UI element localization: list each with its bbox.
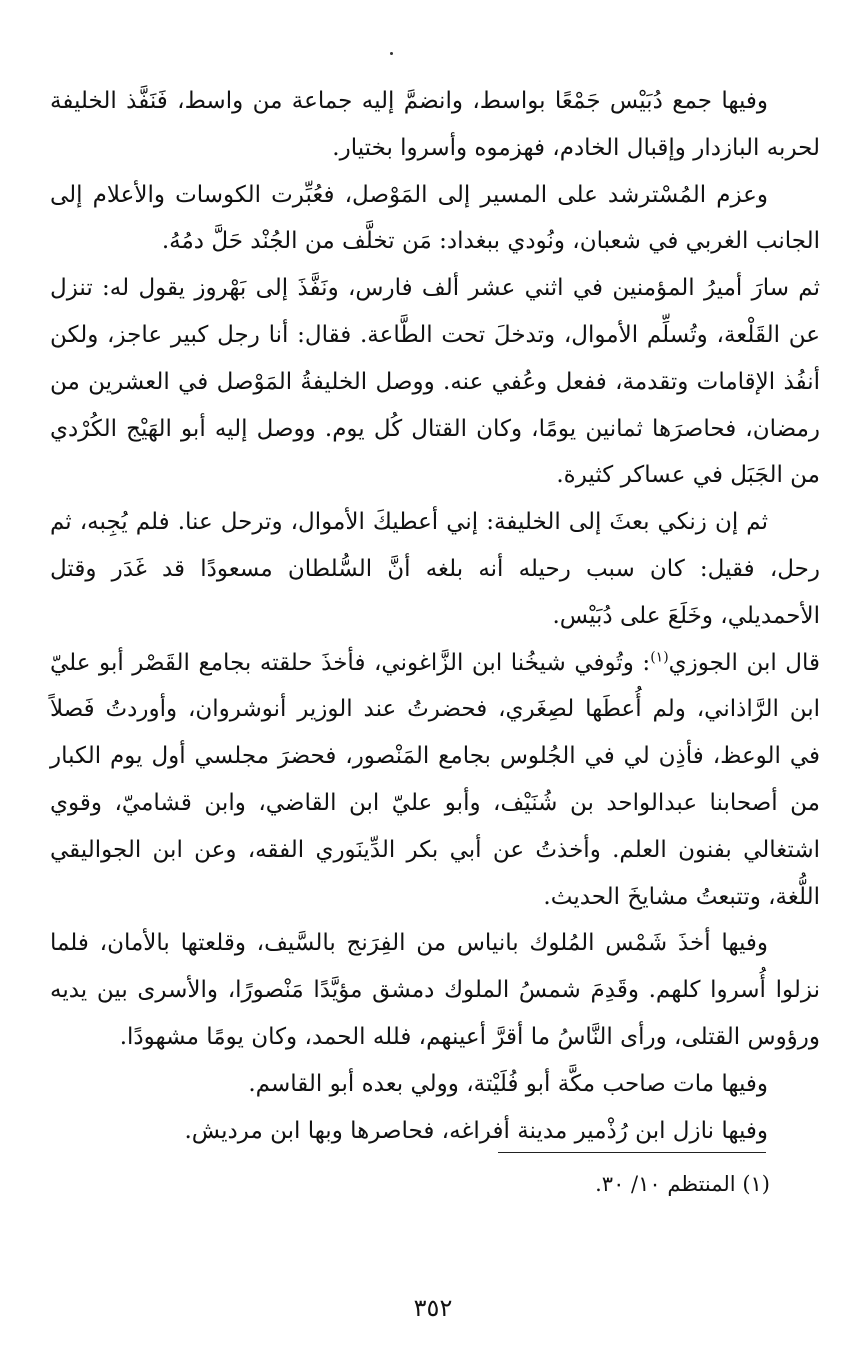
footnote-marker: (١) xyxy=(742,1172,770,1196)
paragraph-6: وفيها أخذَ شَمْس المُلوك بانياس من الفِرَنج بالسَّيف، وقلعتها بالأمان، فلما نزلوا أُسروا كلهم. وقَدِمَ شمسُ الملوك دمشق مؤيَّدًا مَنْصورًا، والأسرى بين يديه ورؤوس القتلى، ورأى النَّاسُ ما أقرَّ أعينهم، فلله الحمد، وكان يومًا مشهودًا. xyxy=(50,930,820,1050)
paragraph-5-lead: قال ابن الجوزي xyxy=(668,649,821,676)
page-number: ٣٥٢ xyxy=(413,1294,453,1322)
footnote-divider xyxy=(498,1152,766,1153)
main-text xyxy=(50,78,820,1154)
paragraph-5-body: : وتُوفي شيخُنا ابن الزَّاغوني، فأخذَ حلقته بجامع القَصْر أبو عليّ ابن الرَّاذاني، ولم أُعطَها لصِغَري، فحضرتُ عند الوزير أنوشروان، وأوردتُ فَصلاً في الوعظ، فأذِن لي في الجُلوس بجامع المَنْصور، فحضرَ مجلسي أول يوم الكبار من أصحابنا عبدالواحد بن شُنَيْف، وأبو عليّ ابن القاضي، وابن قشاميّ، وقوي اشتغالي بفنون العلم. وأخذتُ عن أبي بكر الدِّينَوري الفقه، وعن ابن الجواليقي اللُّغة، وتتبعتُ مشايخَ الحديث. xyxy=(50,649,820,910)
footnote xyxy=(450,1166,770,1202)
paragraph-5 xyxy=(50,640,820,921)
paragraph-3: ثم سارَ أميرُ المؤمنين في اثني عشر ألف فارس، ونَفَّذَ إلى بَهْروز يقول له: تنزل عن القَلْعة، وتُسلِّم الأموال، وتدخلَ تحت الطَّاعة. فقال: أنا رجل كبير عاجز، ولكن أنفُذ الإقامات وتقدمة، ففعل وعُفي عنه. ووصل الخليفةُ المَوْصل في العشرين من رمضان، فحاصرَها ثمانين يومًا، وكان القتال كُل يوم. ووصل إليه أبو الهَيْج الكُرْدي من الجَبَل في عساكر كثيرة. xyxy=(50,275,820,489)
printer-dot xyxy=(390,52,393,55)
footnote-reference[interactable]: (١) xyxy=(650,648,669,665)
footnote-text: المنتظم ١٠/ ٣٠. xyxy=(595,1172,736,1196)
paragraph-7: وفيها مات صاحب مكَّة أبو فُلَيْتة، وولي بعده أبو القاسم. xyxy=(248,1070,768,1097)
paragraph-1: وفيها جمع دُبَيْس جَمْعًا بواسط، وانضمَّ إليه جماعة من واسط، فَنَفَّذ الخليفة لحربه البازدار وإقبال الخادم، فهزموه وأسروا بختيار. xyxy=(50,88,820,161)
paragraph-8: وفيها نازل ابن رُذْمير مدينة أفراغه، فحاصرها وبها ابن مرديش. xyxy=(184,1117,768,1144)
paragraph-2: وعزم المُسْترشد على المسير إلى المَوْصل، فعُبِّرت الكوسات والأعلام إلى الجانب الغربي في شعبان، ونُودي ببغداد: مَن تخلَّف من الجُنْد حَلَّ دمُهُ. xyxy=(50,181,820,255)
paragraph-4: ثم إن زنكي بعثَ إلى الخليفة: إني أعطيكَ الأموال، وترحل عنا. فلم يُجِبه، ثم رحل، فقيل: كان سبب رحيله أنه بلغه أنَّ السُّلطان مسعودًا قد غَدَر وقتل الأحمديلي، وخَلَعَ على دُبَيْس. xyxy=(50,509,820,629)
